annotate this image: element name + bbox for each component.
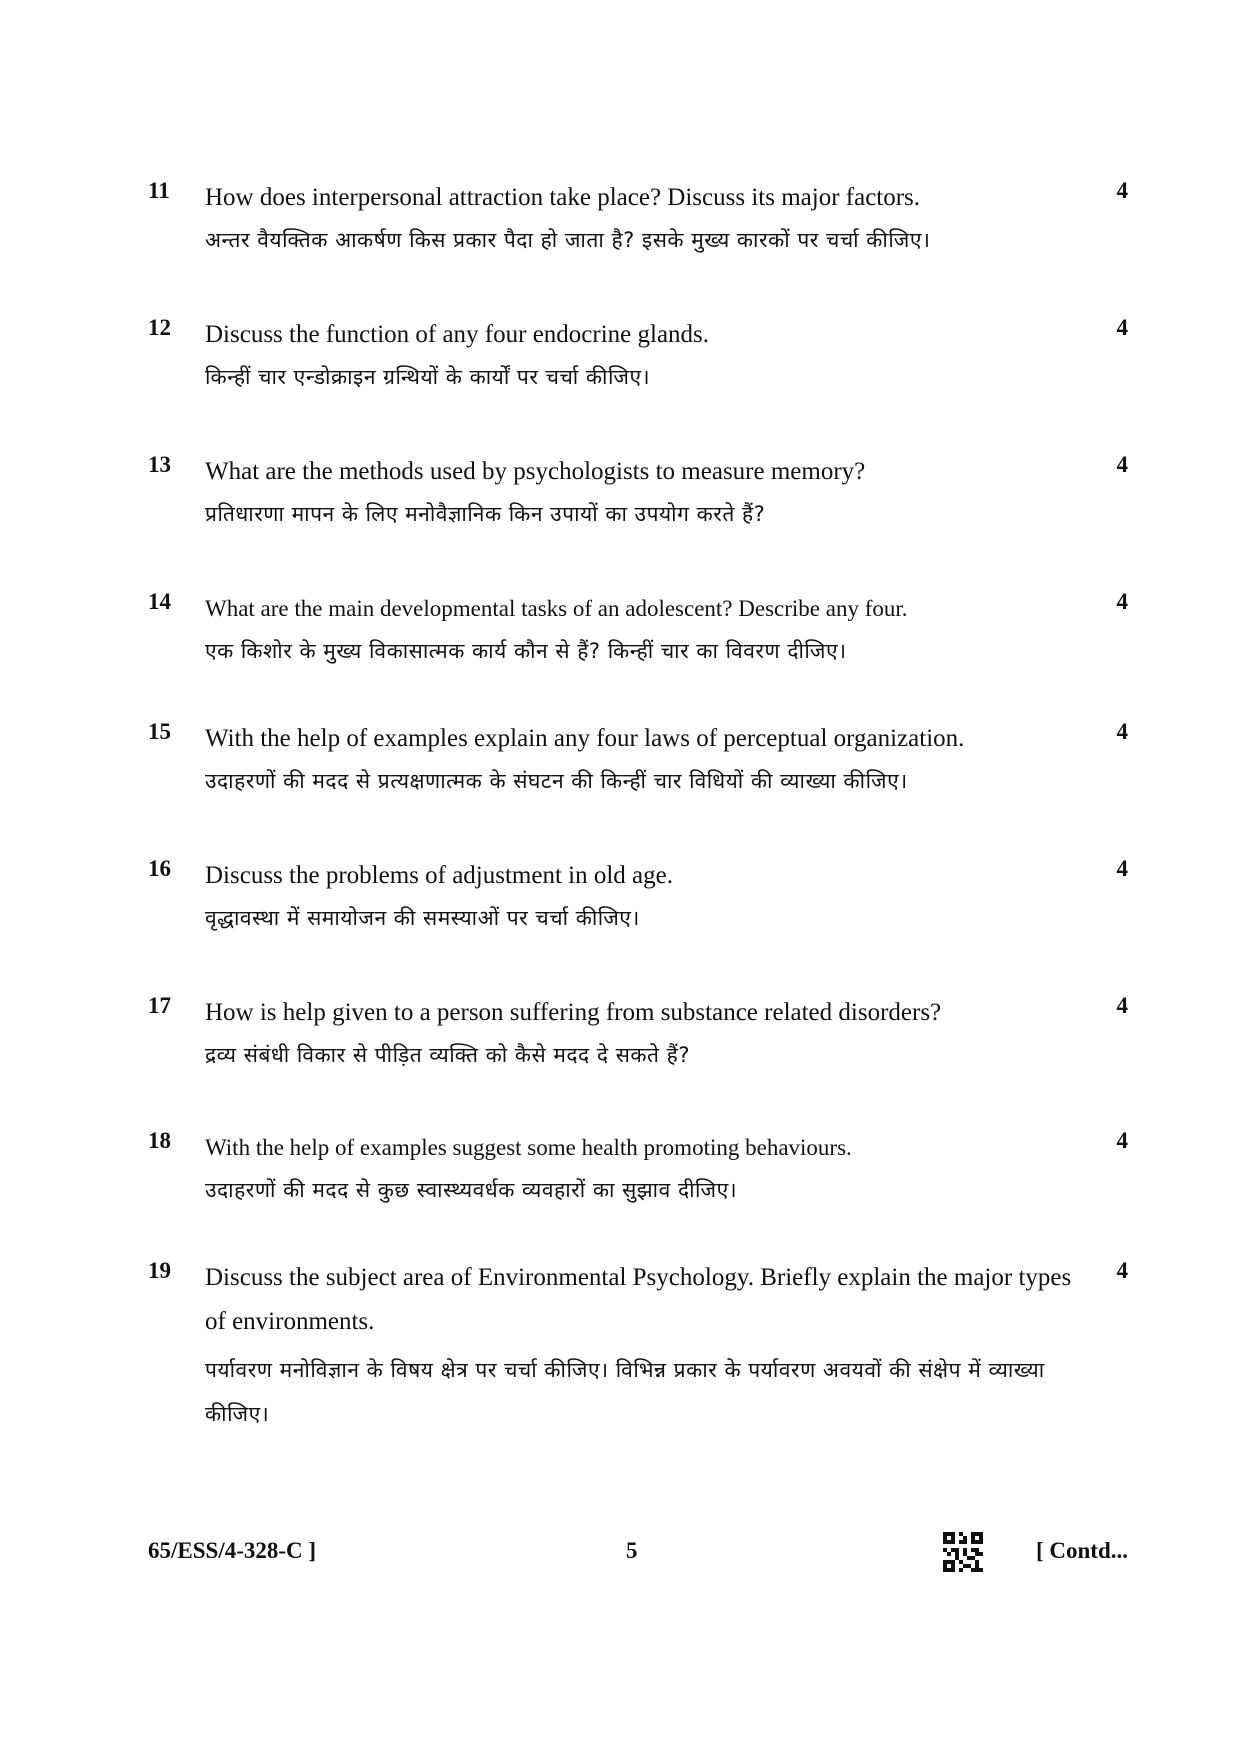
page-footer (148, 1538, 1128, 1578)
question-number: 19 (148, 1258, 171, 1283)
question-marks: 4 (1116, 993, 1128, 1018)
question-text-english: What are the main developmental tasks of an adolescent? Describe any four. (205, 596, 908, 621)
question-text-english: Discuss the problems of adjustment in old age. (205, 862, 673, 889)
question-text-english: Discuss the function of any four endocrine glands. (205, 321, 710, 348)
question-text-hindi: अन्तर वैयक्तिक आकर्षण किस प्रकार पैदा हो जाता है? इसके मुख्य कारकों पर चर्चा कीजिए। (205, 228, 931, 252)
question-marks: 4 (1116, 315, 1128, 340)
question-number: 16 (148, 856, 171, 881)
question-number: 14 (148, 589, 171, 614)
continued-label: [ Contd... (1035, 1538, 1128, 1563)
question-marks: 4 (1116, 719, 1128, 744)
question-marks: 4 (1116, 452, 1128, 477)
question-text-english: How does interpersonal attraction take place? Discuss its major factors. (205, 184, 921, 211)
question-number: 17 (148, 993, 171, 1018)
question-number: 11 (148, 178, 170, 203)
question-text-hindi: पर्यावरण मनोविज्ञान के विषय क्षेत्र पर चर्चा कीजिए। विभिन्न प्रकार के पर्यावरण अवयवों की संक्षेप में व्याख्या कीजिए। (205, 1358, 1045, 1426)
question-text-english: What are the methods used by psychologists to measure memory? (205, 458, 866, 485)
question-number: 15 (148, 719, 171, 744)
question-text-hindi: उदाहरणों की मदद से कुछ स्वास्थ्यवर्धक व्यवहारों का सुझाव दीजिए। (205, 1178, 738, 1202)
question-text-hindi: वृद्धावस्था में समायोजन की समस्याओं पर चर्चा कीजिए। (205, 906, 640, 930)
question-text-hindi: उदाहरणों की मदद से प्रत्यक्षणात्मक के संघटन की किन्हीं चार विधियों की व्याख्या कीजिए। (205, 769, 908, 793)
question-number: 13 (148, 452, 171, 477)
question-text-hindi: एक किशोर के मुख्य विकासात्मक कार्य कौन से हैं? किन्हीं चार का विवरण दीजिए। (205, 639, 847, 663)
question-marks: 4 (1116, 589, 1128, 614)
question-text-hindi: प्रतिधारणा मापन के लिए मनोवैज्ञानिक किन उपायों का उपयोग करते हैं? (205, 502, 766, 526)
question-text-english: Discuss the subject area of Environmental Psychology. Briefly explain the major types of environments. (205, 1264, 1072, 1335)
question-number: 18 (148, 1128, 171, 1153)
qr-code-icon (943, 1532, 983, 1572)
question-text-hindi: किन्हीं चार एन्डोक्राइन ग्रन्थियों के कार्यों पर चर्चा कीजिए। (205, 365, 651, 389)
paper-code: 65/ESS/4-328-C ] (148, 1538, 317, 1563)
question-text-english: With the help of examples suggest some health promoting behaviours. (205, 1135, 852, 1160)
question-text-hindi: द्रव्य संबंधी विकार से पीड़ित व्यक्ति को कैसे मदद दे सकते हैं? (205, 1043, 690, 1067)
question-text-english: With the help of examples explain any four laws of perceptual organization. (205, 725, 965, 752)
question-text-english: How is help given to a person suffering from substance related disorders? (205, 999, 942, 1026)
question-marks: 4 (1116, 1128, 1128, 1153)
question-marks: 4 (1116, 1258, 1128, 1283)
question-number: 12 (148, 315, 171, 340)
page-number: 5 (626, 1538, 638, 1563)
question-marks: 4 (1116, 178, 1128, 203)
question-marks: 4 (1116, 856, 1128, 881)
